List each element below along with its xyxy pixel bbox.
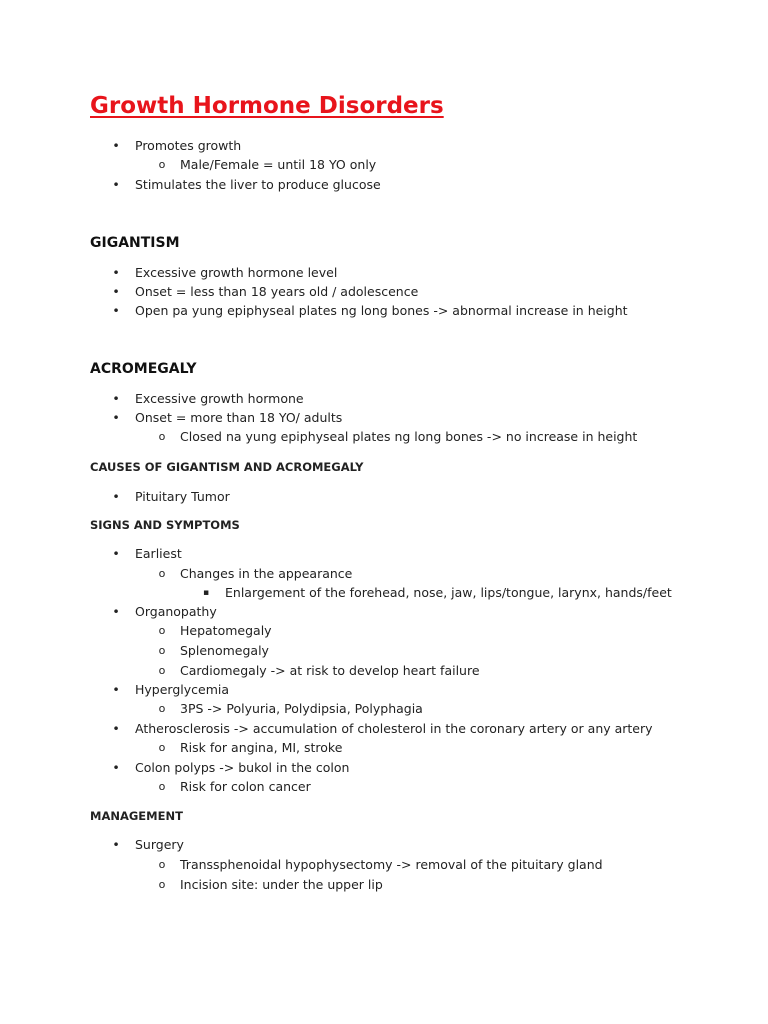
list-item-text: Risk for colon cancer: [180, 779, 311, 794]
bullet-marker: •: [112, 760, 120, 775]
list-item-text: Male/Female = until 18 YO only: [180, 157, 377, 172]
list-item-text: Excessive growth hormone: [135, 391, 304, 406]
document-title: Growth Hormone Disorders: [90, 93, 444, 119]
list-item-text: Organopathy: [135, 604, 217, 619]
section-heading-causes: CAUSES OF GIGANTISM AND ACROMEGALY: [90, 460, 364, 474]
circle-marker: o: [158, 158, 166, 171]
list-item-text: 3PS -> Polyuria, Polydipsia, Polyphagia: [180, 701, 423, 716]
circle-marker: o: [158, 780, 166, 793]
list-item-text: Pituitary Tumor: [135, 489, 230, 504]
list-item-text: Transsphenoidal hypophysectomy -> removal of the pituitary gland: [180, 857, 603, 872]
bullet-marker: •: [112, 410, 120, 425]
section-heading-signs: SIGNS AND SYMPTOMS: [90, 518, 240, 532]
circle-marker: o: [158, 664, 166, 677]
bullet-marker: •: [112, 721, 120, 736]
list-item-text: Earliest: [135, 546, 182, 561]
square-marker: ▪: [202, 588, 210, 598]
list-item-text: Closed na yung epiphyseal plates ng long bones -> no increase in height: [180, 429, 638, 444]
list-item-text: Open pa yung epiphyseal plates ng long bones -> abnormal increase in height: [135, 303, 628, 318]
section-heading-management: MANAGEMENT: [90, 809, 183, 823]
list-item-text: Promotes growth: [135, 138, 242, 153]
circle-marker: o: [158, 702, 166, 715]
circle-marker: o: [158, 624, 166, 637]
bullet-marker: •: [112, 489, 120, 504]
list-item-text: Risk for angina, MI, stroke: [180, 740, 343, 755]
list-item-text: Atherosclerosis -> accumulation of cholesterol in the coronary artery or any artery: [135, 721, 653, 736]
circle-marker: o: [158, 567, 166, 580]
list-item-text: Onset = less than 18 years old / adolescence: [135, 284, 419, 299]
list-item-text: Hepatomegaly: [180, 623, 272, 638]
bullet-marker: •: [112, 177, 120, 192]
list-item-text: Stimulates the liver to produce glucose: [135, 177, 381, 192]
bullet-marker: •: [112, 138, 120, 153]
section-heading-gigantism: GIGANTISM: [90, 235, 180, 251]
list-item-text: Onset = more than 18 YO/ adults: [135, 410, 343, 425]
list-item-text: Incision site: under the upper lip: [180, 877, 383, 892]
list-item-text: Surgery: [135, 837, 184, 852]
bullet-marker: •: [112, 682, 120, 697]
circle-marker: o: [158, 430, 166, 443]
list-item-text: Excessive growth hormone level: [135, 265, 338, 280]
circle-marker: o: [158, 644, 166, 657]
list-item-text: Splenomegaly: [180, 643, 269, 658]
bullet-marker: •: [112, 391, 120, 406]
list-item-text: Enlargement of the forehead, nose, jaw, lips/tongue, larynx, hands/feet: [225, 585, 672, 600]
list-item-text: Changes in the appearance: [180, 566, 353, 581]
list-item-text: Cardiomegaly -> at risk to develop heart failure: [180, 663, 480, 678]
bullet-marker: •: [112, 303, 120, 318]
section-heading-acromegaly: ACROMEGALY: [90, 361, 197, 377]
bullet-marker: •: [112, 837, 120, 852]
bullet-marker: •: [112, 265, 120, 280]
list-item-text: Hyperglycemia: [135, 682, 230, 697]
circle-marker: o: [158, 878, 166, 891]
bullet-marker: •: [112, 546, 120, 561]
circle-marker: o: [158, 741, 166, 754]
bullet-marker: •: [112, 604, 120, 619]
list-item-text: Colon polyps -> bukol in the colon: [135, 760, 350, 775]
circle-marker: o: [158, 858, 166, 871]
bullet-marker: •: [112, 284, 120, 299]
